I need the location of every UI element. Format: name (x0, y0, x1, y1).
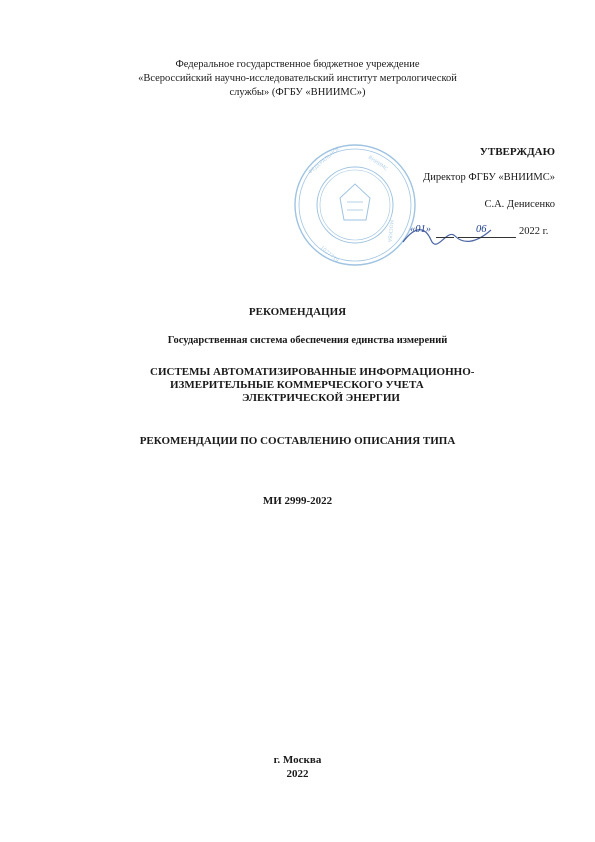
subject-line-2: ИЗМЕРИТЕЛЬНЫЕ КОММЕРЧЕСКОГО УЧЕТА (170, 379, 424, 391)
svg-text:1027739: 1027739 (318, 244, 340, 264)
org-line-1: Федеральное государственное бюджетное учреждение (175, 59, 420, 70)
footer-city: г. Москва (273, 754, 322, 766)
approval-month: 06 (476, 224, 487, 235)
document-type: РЕКОМЕНДАЦИЯ (248, 306, 347, 318)
svg-text:ФЕДЕРАЛЬНОЕ: ФЕДЕРАЛЬНОЕ (307, 145, 342, 176)
official-seal (290, 140, 420, 270)
approval-date (398, 226, 558, 240)
approval-title: УТВЕРЖДАЮ (479, 146, 555, 158)
org-line-3: службы» (ФГБУ «ВНИИМС») (229, 87, 366, 98)
month-underline (458, 237, 516, 238)
document-system: Государственная система обеспечения единства измерений (167, 335, 448, 346)
org-line-2: «Всероссийский научно-исследовательский институт метрологической (138, 73, 457, 84)
svg-text:ВНИИМС: ВНИИМС (366, 154, 389, 173)
approval-day: «01» (410, 224, 431, 235)
approval-name: С.А. Денисенко (484, 199, 555, 210)
footer-year: 2022 (286, 768, 309, 780)
subject-line-3: ЭЛЕКТРИЧЕСКОЙ ЭНЕРГИИ (242, 392, 400, 404)
document-code: МИ 2999-2022 (262, 495, 333, 507)
approval-position: Директор ФГБУ «ВНИИМС» (423, 172, 555, 183)
day-underline (436, 237, 454, 238)
subject-line-1: СИСТЕМЫ АВТОМАТИЗИРОВАННЫЕ ИНФОРМАЦИОННО- (150, 366, 475, 378)
document-purpose: РЕКОМЕНДАЦИИ ПО СОСТАВЛЕНИЮ ОПИСАНИЯ ТИПА (139, 435, 456, 447)
svg-text:МОСКВА: МОСКВА (386, 219, 394, 243)
approval-year: 2022 г. (519, 226, 549, 237)
